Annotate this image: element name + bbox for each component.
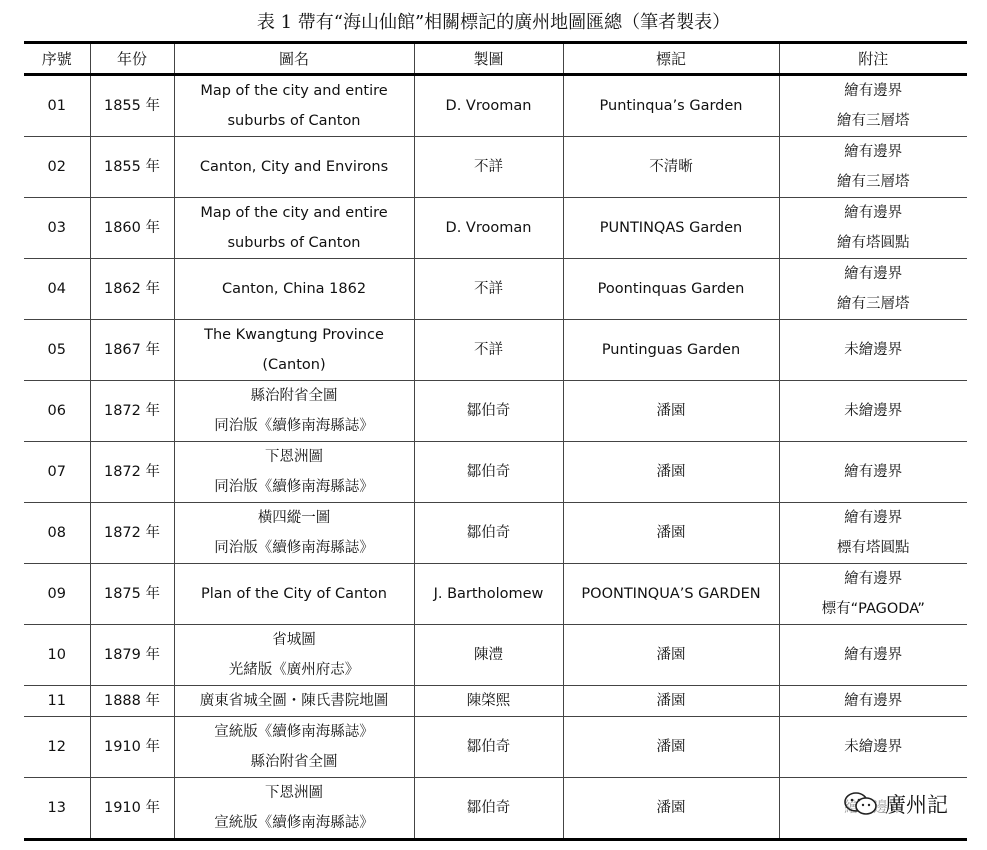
- cell-map-name-line: 光緒版《廣州府志》: [228, 662, 360, 678]
- cell-note-line: 繪有邊界: [844, 144, 903, 160]
- cell-note: [779, 625, 967, 686]
- cell-map-name: [174, 564, 414, 625]
- cell-note-line: 繪有邊界: [844, 647, 903, 663]
- cell-no: 04: [24, 259, 90, 320]
- table-row: [24, 503, 967, 564]
- cell-map-name-line: 縣治附省全圖: [250, 754, 338, 770]
- cell-year: 1855 年: [90, 75, 174, 137]
- cell-no: 13: [24, 778, 90, 840]
- cell-map-name: [174, 198, 414, 259]
- cell-no: 05: [24, 320, 90, 381]
- cell-note-line: 繪有邊界: [844, 510, 903, 526]
- cell-note-line: 未繪邊界: [844, 403, 903, 419]
- cell-year: 1910 年: [90, 717, 174, 778]
- cell-maker: 鄒伯奇: [414, 381, 563, 442]
- cell-map-name: [174, 778, 414, 840]
- cell-maker: 不詳: [414, 137, 563, 198]
- cell-mark: 潘園: [563, 442, 779, 503]
- cell-year: 1875 年: [90, 564, 174, 625]
- cell-note: [779, 686, 967, 717]
- cell-mark: 潘園: [563, 686, 779, 717]
- cell-year: 1855 年: [90, 137, 174, 198]
- table-header-row: [24, 43, 967, 75]
- cell-year: 1910 年: [90, 778, 174, 840]
- cell-map-name: [174, 320, 414, 381]
- cell-no: 07: [24, 442, 90, 503]
- cell-map-name: [174, 717, 414, 778]
- cell-note: [779, 198, 967, 259]
- map-summary-table: [24, 41, 967, 841]
- cell-no: 06: [24, 381, 90, 442]
- cell-note-line: 繪有邊界: [844, 693, 903, 709]
- cell-mark: 不清晰: [563, 137, 779, 198]
- cell-maker: 不詳: [414, 259, 563, 320]
- cell-no: 02: [24, 137, 90, 198]
- header-map-name: 圖名: [174, 43, 414, 75]
- table-row: [24, 320, 967, 381]
- cell-map-name-line: (Canton): [262, 357, 326, 373]
- cell-map-name-line: 同治版《續修南海縣誌》: [214, 479, 374, 495]
- cell-no: 01: [47, 98, 66, 114]
- header-maker: 製圖: [414, 43, 563, 75]
- cell-map-name-line: suburbs of Canton: [227, 235, 361, 251]
- cell-map-name-line: 下恩洲圖: [265, 449, 323, 465]
- cell-mark: Puntinguas Garden: [563, 320, 779, 381]
- cell-map-name: [174, 686, 414, 717]
- table-row: [24, 381, 967, 442]
- cell-map-name-line: Plan of the City of Canton: [200, 586, 387, 602]
- cell-map-name-line: suburbs of Canton: [227, 113, 361, 129]
- cell-maker: 鄒伯奇: [414, 778, 563, 840]
- cell-mark: 潘園: [563, 778, 779, 840]
- cell-note: [779, 442, 967, 503]
- cell-note: [779, 259, 967, 320]
- cell-map-name-line: 廣東省城全圖・陳氏書院地圖: [199, 693, 389, 709]
- cell-map-name-line: 下恩洲圖: [265, 785, 323, 801]
- cell-mark: Poontinquas Garden: [563, 259, 779, 320]
- cell-map-name-line: Canton, City and Environs: [199, 159, 389, 175]
- cell-note-line: 繪有邊界: [844, 83, 903, 99]
- cell-note: [779, 137, 967, 198]
- cell-maker: 鄒伯奇: [414, 503, 563, 564]
- cell-maker: 陳澧: [414, 625, 563, 686]
- cell-mark: POONTINQUA’S GARDEN: [563, 564, 779, 625]
- cell-mark: 潘園: [563, 625, 779, 686]
- cell-maker: 鄒伯奇: [414, 717, 563, 778]
- cell-note: [779, 503, 967, 564]
- cell-maker: D. Vrooman: [414, 198, 563, 259]
- cell-note: [779, 320, 967, 381]
- cell-map-name-line: The Kwangtung Province: [204, 327, 384, 343]
- table-row: [24, 564, 967, 625]
- cell-mark: 潘園: [563, 381, 779, 442]
- cell-maker: 鄒伯奇: [414, 442, 563, 503]
- table-row: [24, 778, 967, 840]
- cell-no: 10: [24, 625, 90, 686]
- wechat-icon: [843, 791, 879, 817]
- cell-year: 1867 年: [90, 320, 174, 381]
- cell-note: [779, 717, 967, 778]
- table-row: [24, 686, 967, 717]
- cell-note: [779, 381, 967, 442]
- header-note: 附注: [779, 43, 967, 75]
- cell-note-line: 繪有邊界: [844, 266, 903, 282]
- cell-year: 1888 年: [90, 686, 174, 717]
- watermark-text: 廣州記: [885, 793, 948, 817]
- cell-map-name-line: 宣統版《續修南海縣誌》: [214, 815, 374, 831]
- cell-map-name-line: Canton, China 1862: [221, 281, 367, 297]
- table-caption: 表 1 帶有“海山仙館”相關標記的廣州地圖匯總（筆者製表）: [256, 12, 731, 33]
- cell-map-name-line: 同治版《續修南海縣誌》: [214, 418, 374, 434]
- cell-year: 1872 年: [90, 442, 174, 503]
- cell-note-line: 繪有三層塔: [837, 174, 910, 190]
- table-row: [24, 259, 967, 320]
- table-row: [24, 198, 967, 259]
- cell-note-line: 標有塔圓點: [837, 540, 910, 556]
- cell-mark: 潘園: [563, 503, 779, 564]
- cell-map-name: [174, 442, 414, 503]
- cell-map-name-line: Map of the city and entire: [200, 205, 388, 221]
- header-year: 年份: [90, 43, 174, 75]
- cell-no: 08: [24, 503, 90, 564]
- cell-note-line: 未繪邊界: [844, 739, 903, 755]
- cell-no: 03: [24, 198, 90, 259]
- cell-map-name-line: 橫四縱一圖: [257, 510, 331, 526]
- header-no: 序號: [24, 43, 90, 75]
- table-row: [24, 137, 967, 198]
- cell-mark: 潘園: [563, 717, 779, 778]
- table-row: [24, 75, 967, 137]
- table-row: [24, 442, 967, 503]
- cell-maker: D. Vrooman: [414, 75, 563, 137]
- cell-note-line: 繪有邊界: [844, 205, 903, 221]
- cell-note-line: 繪有邊界: [844, 571, 903, 587]
- table-row: [24, 717, 967, 778]
- cell-map-name-line: Map of the city and entire: [200, 83, 388, 99]
- cell-note-line: 標有“PAGODA”: [821, 601, 925, 617]
- cell-note-line: 繪有三層塔: [837, 296, 910, 312]
- cell-note-line: 繪有邊界: [844, 464, 903, 480]
- cell-map-name-line: 省城圖: [272, 632, 316, 648]
- watermark: [839, 787, 952, 821]
- cell-map-name: [174, 137, 414, 198]
- cell-map-name: [174, 503, 414, 564]
- cell-year: 1879 年: [90, 625, 174, 686]
- cell-note-line: 繪有三層塔: [837, 113, 910, 129]
- cell-no: 09: [24, 564, 90, 625]
- cell-note-line: 未繪邊界: [844, 342, 903, 358]
- table-body: [24, 75, 967, 840]
- cell-map-name-line: 縣治附省全圖: [250, 388, 338, 404]
- cell-maker: 不詳: [414, 320, 563, 381]
- cell-mark: PUNTINQAS Garden: [563, 198, 779, 259]
- cell-map-name: [174, 381, 414, 442]
- cell-map-name: [174, 259, 414, 320]
- cell-note: [779, 75, 967, 137]
- cell-note: [779, 564, 967, 625]
- header-mark: 標記: [563, 43, 779, 75]
- cell-map-name-line: 同治版《續修南海縣誌》: [214, 540, 374, 556]
- cell-map-name: [174, 75, 414, 137]
- table-row: [24, 625, 967, 686]
- cell-maker: J. Bartholomew: [414, 564, 563, 625]
- cell-maker: 陳棨熙: [414, 686, 563, 717]
- cell-map-name-line: 宣統版《續修南海縣誌》: [214, 724, 374, 740]
- cell-year: 1872 年: [90, 503, 174, 564]
- cell-no: 12: [24, 717, 90, 778]
- cell-no: 11: [24, 686, 90, 717]
- cell-year: 1862 年: [90, 259, 174, 320]
- cell-mark: Puntinqua’s Garden: [563, 75, 779, 137]
- cell-note-line: 繪有塔圓點: [837, 235, 910, 251]
- cell-year: 1872 年: [90, 381, 174, 442]
- cell-map-name: [174, 625, 414, 686]
- cell-year: 1860 年: [90, 198, 174, 259]
